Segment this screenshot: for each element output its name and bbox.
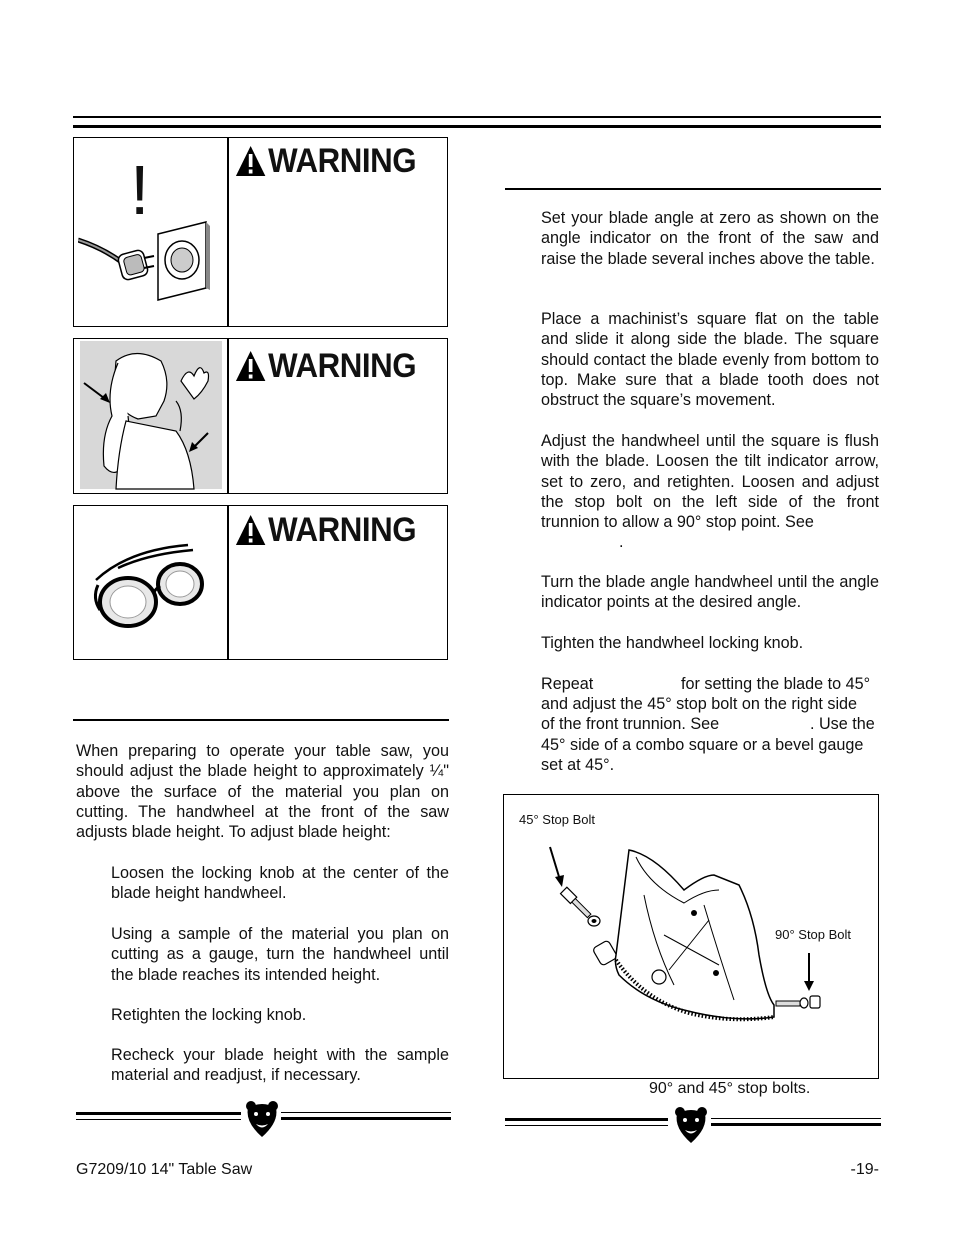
warning-box-eyewear [73, 505, 448, 660]
unplug-illustration [78, 148, 224, 323]
blade-tilt-step-4: Turn the blade angle handwheel until the angle indicator points at the desired angle. [541, 573, 879, 612]
stop-bolts-figure [503, 794, 879, 1079]
section-rule-blade-height [73, 719, 449, 721]
blade-tilt-repeat-line3a: of the front trunnion. See [541, 715, 720, 733]
bear-divider-left [73, 1100, 451, 1140]
warning-divider [227, 339, 229, 493]
loose-hair-icon [76, 341, 226, 491]
label-90-stop-bolt: 90° Stop Bolt [775, 927, 852, 942]
warning-divider [227, 506, 229, 659]
warning-divider [227, 138, 229, 326]
warning-triangle-icon [235, 145, 266, 177]
bear-logo-icon [674, 1106, 708, 1144]
blade-tilt-step-5: Tighten the handwheel locking knob. [541, 634, 804, 652]
footer-model: G7209/10 14" Table Saw [76, 1161, 253, 1178]
blade-tilt-step-3: Adjust the handwheel until the square is flush with the blade. Loosen the tilt indicator arrow, set to zero, and retighten. Loosen and adjust the stop bolt on the left side of the front trunnion to allow a 90° stop point. See [541, 432, 879, 532]
top-rule [73, 116, 881, 118]
blade-height-step-4: Recheck your blade height with the sample material and readjust, if necessary. [111, 1046, 449, 1085]
blade-tilt-repeat-line3b: . Use the [810, 715, 875, 733]
figure-caption: 90° and 45° stop bolts. [649, 1080, 811, 1097]
warning-heading: WARNING [235, 144, 416, 178]
blade-tilt-step-1: Set your blade angle at zero as shown on the angle indicator on the front of the saw and raise the blade several inches above the table. [541, 209, 879, 268]
label-45-stop-bolt: 45° Stop Bolt [519, 812, 596, 827]
blade-height-intro: When preparing to operate your table saw, you should adjust the blade height to approximately ¼" above the surface of the material you plan on cutting. The handwheel at the front of the saw adjusts blade height. To adjust blade height: [76, 742, 449, 842]
blade-tilt-repeat-line2: and adjust the 45° stop bolt on the right side [541, 695, 858, 713]
blade-tilt-repeat-b: for setting the blade to 45° [681, 675, 871, 693]
section-rule-blade-tilt [505, 188, 881, 190]
blade-tilt-step-2: Place a machinist’s square flat on the table and slide it along side the blade. The square should contact the blade evenly from bottom to top. Make sure that a blade tooth does not obstruct the square’s movement. [541, 310, 879, 410]
exclamation-mark: ! [130, 151, 150, 229]
blade-height-step-1: Loosen the locking knob at the center of the blade height handwheel. [111, 864, 449, 903]
warning-box-unplug [73, 137, 448, 327]
bear-logo-icon [245, 1100, 279, 1138]
blade-tilt-repeat-rest: 45° side of a combo square or a bevel gauge set at 45°. [541, 736, 864, 775]
warning-triangle-icon [235, 350, 266, 382]
bear-divider-right [503, 1106, 881, 1146]
warning-heading: WARNING [235, 513, 416, 547]
blade-tilt-step-3-end: . [619, 533, 624, 551]
blade-height-step-3: Retighten the locking knob. [111, 1006, 307, 1024]
plug-outlet-icon [78, 148, 224, 323]
trunnion-illustration [504, 795, 878, 1078]
blade-height-step-2: Using a sample of the material you plan on cutting as a gauge, turn the handwheel until the blade reaches its intended height. [111, 925, 449, 984]
safety-glasses-icon [88, 540, 218, 640]
footer-page-number: -19- [850, 1161, 879, 1178]
warning-triangle-icon [235, 514, 266, 546]
top-rule-2 [73, 125, 881, 128]
blade-tilt-repeat-a: Repeat [541, 675, 594, 693]
warning-box-hair [73, 338, 448, 494]
warning-heading: WARNING [235, 349, 416, 383]
